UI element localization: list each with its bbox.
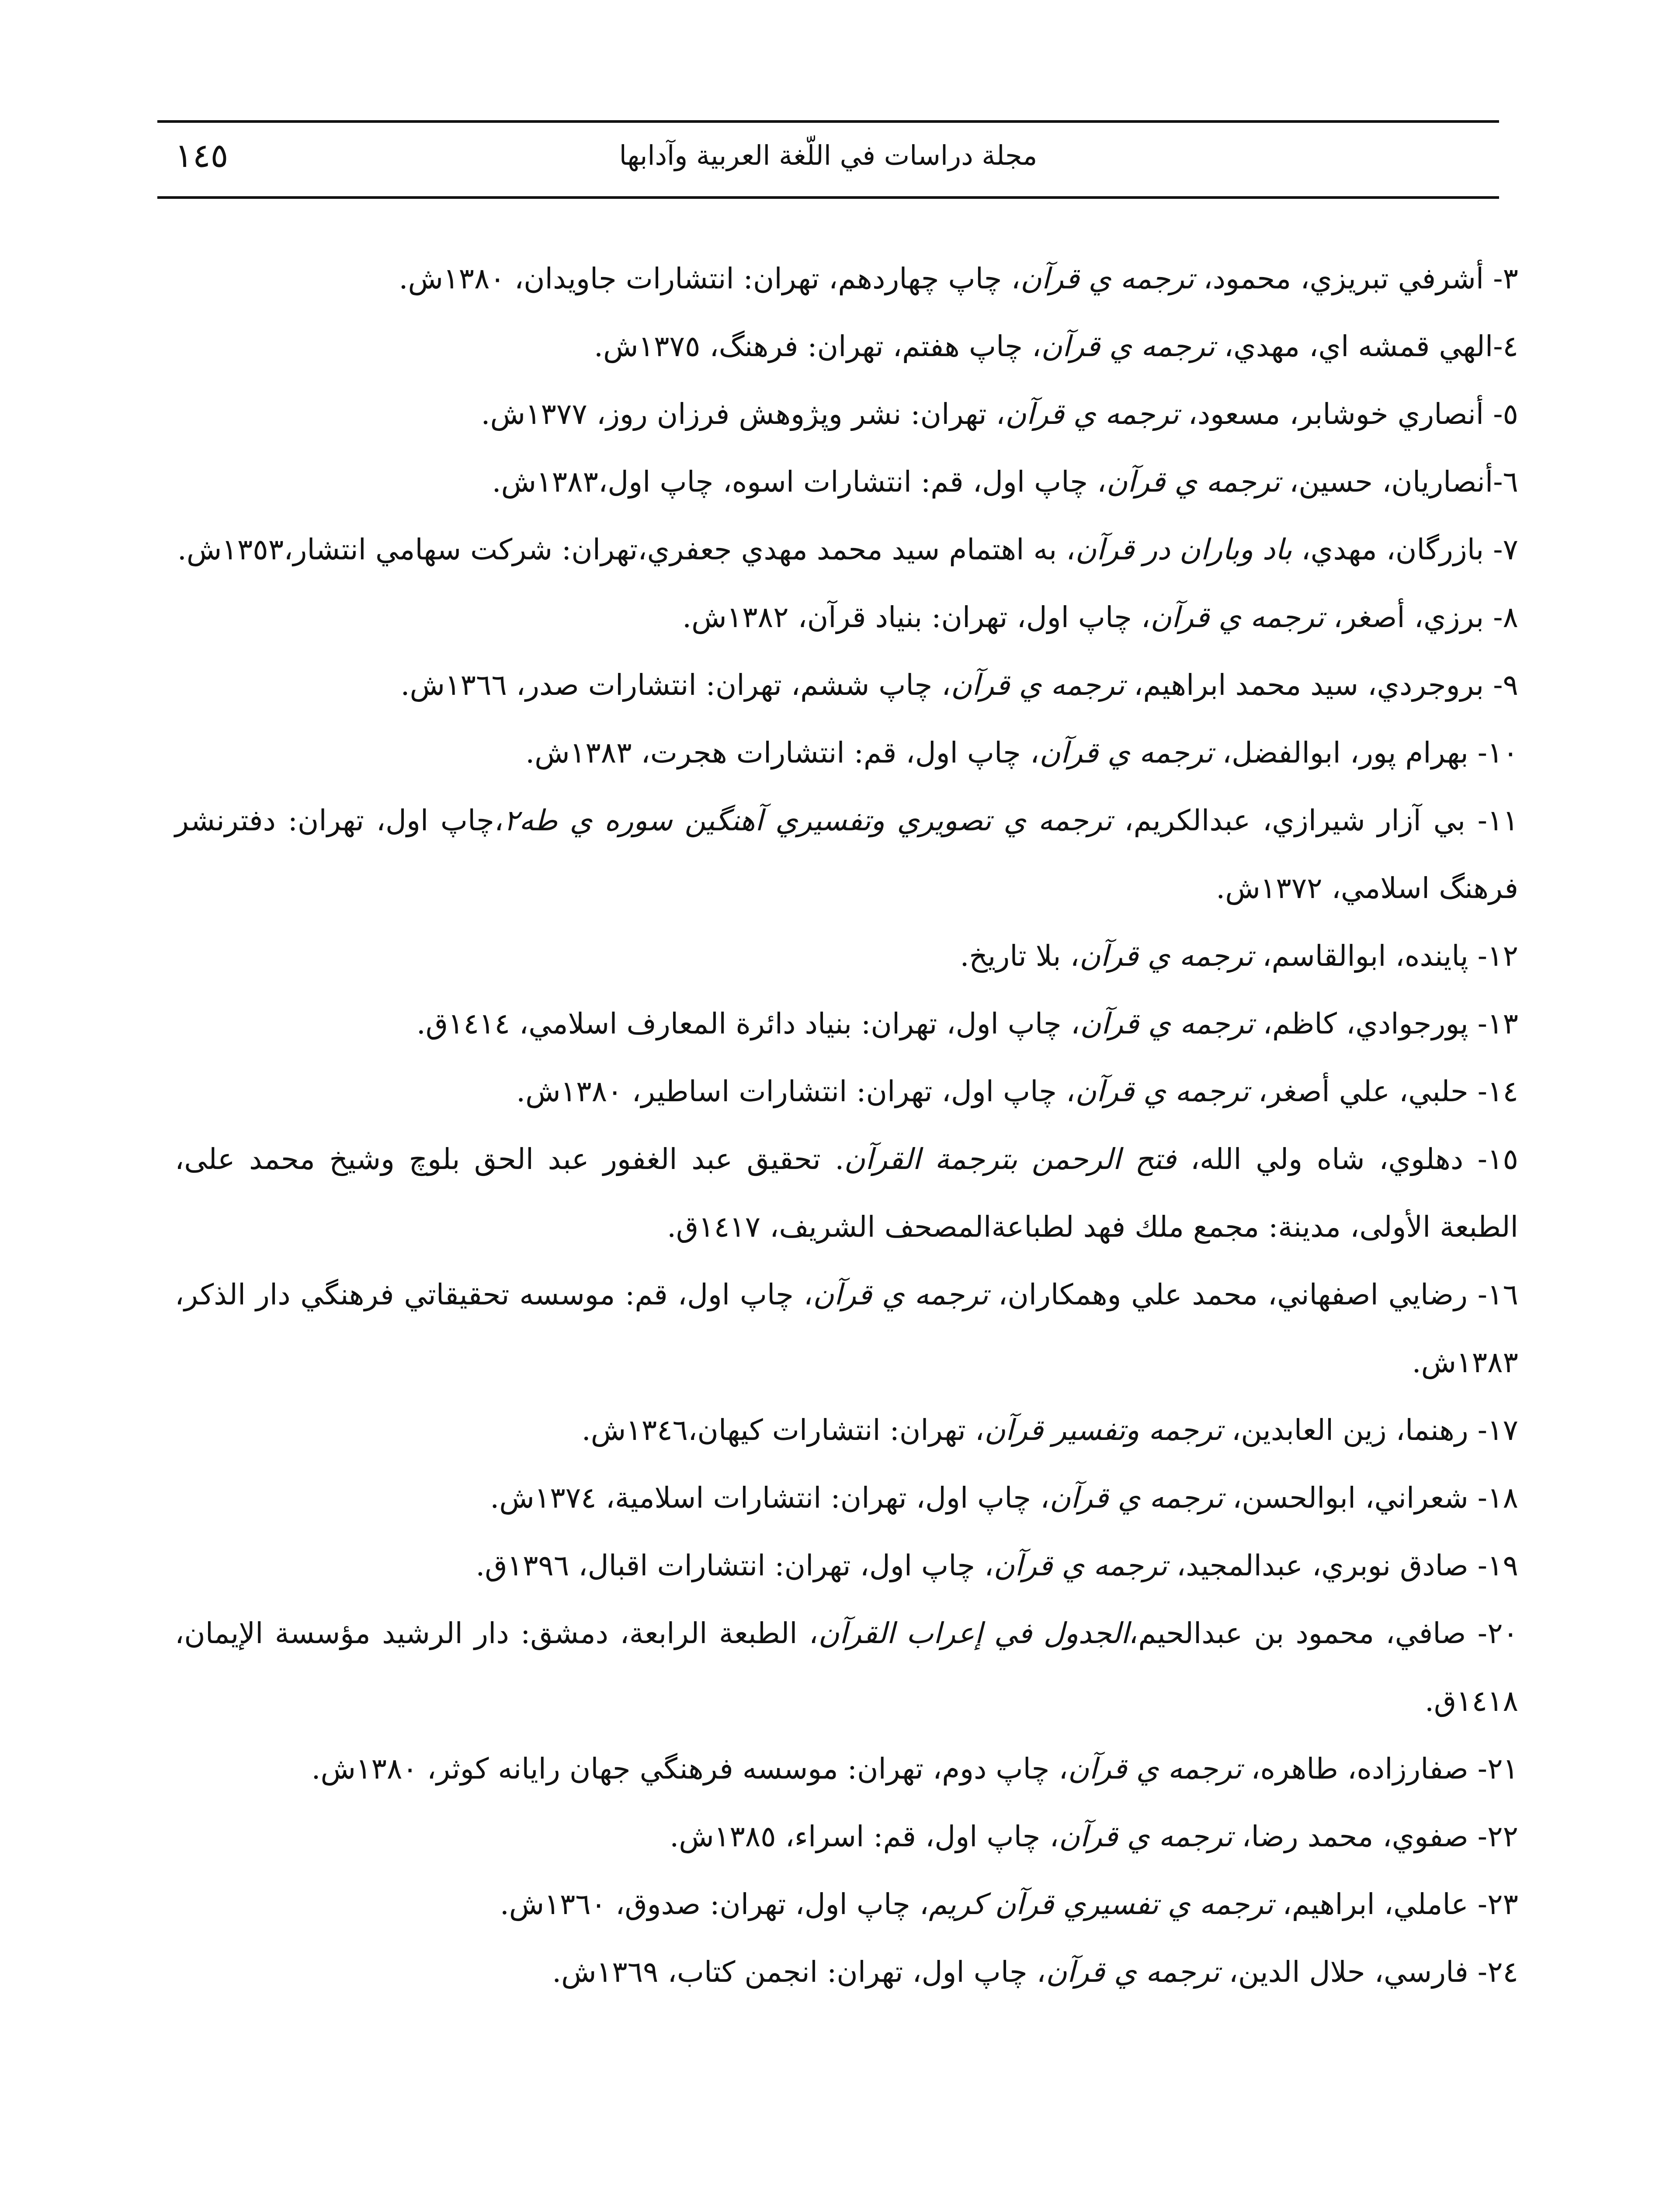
reference-item: ٩- بروجردي، سيد محمد ابراهيم، ترجمه ي قرآن، چاپ ششم، تهران: انتشارات صدر، ١٣٦٦ش. (400, 668, 1518, 702)
reference-item: ١٣- پورجوادي، كاظم، ترجمه ي قرآن، چاپ اول، تهران: بنياد دائرة المعارف اسلامي، ١٤١٤ق. (416, 1007, 1518, 1040)
reference-item: ٨- برزي، أصغر، ترجمه ي قرآن، چاپ اول، تهران: بنياد قرآن، ١٣٨٢ش. (682, 600, 1518, 634)
reference-item: ٢٤- فارسي، حلال الدين، ترجمه ي قرآن، چاپ اول، تهران: انجمن كتاب، ١٣٦٩ش. (552, 1955, 1518, 1989)
reference-item: ١٢- پاينده، ابوالقاسم، ترجمه ي قرآن، بلا تاريخ. (960, 939, 1518, 973)
reference-item: ١٦- رضايي اصفهاني، محمد علي وهمكاران، ترجمه ي قرآن، چاپ اول، قم: موسسه تحقيقاتي فرهنگي دار الذكر، ١٣٨٣ش. (175, 1278, 1518, 1379)
reference-item: ٢٠- صافي، محمود بن عبدالحيم،الجدول في إعراب القرآن، الطبعة الرابعة، دمشق: دار الرشيد مؤسسة الإيمان، ١٤١٨ق. (175, 1616, 1518, 1718)
journal-title: مجلة دراسات في اللّغة العربية وآدابها (619, 139, 1038, 171)
page-header (157, 120, 1499, 199)
reference-item: ١٨- شعراني، ابوالحسن، ترجمه ي قرآن، چاپ اول، تهران: انتشارات اسلامية، ١٣٧٤ش. (490, 1481, 1518, 1515)
reference-item: ٥- أنصاري خوشابر، مسعود، ترجمه ي قرآن، تهران: نشر وپژوهش فرزان روز، ١٣٧٧ش. (481, 397, 1518, 431)
reference-item: ١٩- صادق نوبري، عبدالمجيد، ترجمه ي قرآن، چاپ اول، تهران: انتشارات اقبال، ١٣٩٦ق. (476, 1549, 1518, 1582)
reference-item: ١٠- بهرام پور، ابوالفضل، ترجمه ي قرآن، چاپ اول، قم: انتشارات هجرت، ١٣٨٣ش. (525, 736, 1518, 770)
reference-item: ٢١- صفارزاده، طاهره، ترجمه ي قرآن، چاپ دوم، تهران: موسسه فرهنگي جهان رايانه كوثر، ١٣٨٠ش. (311, 1752, 1518, 1786)
page-number: ١٤٥ (175, 136, 229, 175)
reference-list (175, 245, 1518, 2006)
reference-item: ٦-أنصاريان، حسين، ترجمه ي قرآن، چاپ اول، قم: انتشارات اسوه، چاپ اول،١٣٨٣ش. (492, 465, 1518, 499)
reference-item: ٣- أشرفي تبريزي، محمود، ترجمه ي قرآن، چاپ چهاردهم، تهران: انتشارات جاويدان، ١٣٨٠ش. (399, 262, 1518, 295)
reference-item: ١٥- دهلوي، شاه ولي الله، فتح الرحمن بترجمة القرآن. تحقيق عبد الغفور عبد الحق بلوچ وشيخ محمد على، الطبعة الأولى، مدينة: مجمع ملك فهد لطباعةالمصحف الشريف، ١٤١٧ق. (175, 1142, 1519, 1244)
reference-item: ٧- بازرگان، مهدي، باد وباران در قرآن، به اهتمام سيد محمد مهدي جعفري،تهران: شركت سهامي انتشار،١٣٥٣ش. (177, 533, 1518, 566)
reference-item: ١٤- حلبي، علي أصغر، ترجمه ي قرآن، چاپ اول، تهران: انتشارات اساطير، ١٣٨٠ش. (516, 1075, 1518, 1108)
reference-item: ٢٣- عاملي، ابراهيم، ترجمه ي تفسيري قرآن كريم، چاپ اول، تهران: صدوق، ١٣٦٠ش. (500, 1887, 1518, 1921)
reference-item: ١١- بي آزار شيرازي، عبدالكريم، ترجمه ي تصويري وتفسيري آهنگين سوره ي طه٢،چاپ اول، تهران: دفترنشر فرهنگ اسلامي، ١٣٧٢ش. (175, 804, 1518, 905)
reference-item: ٢٢- صفوي، محمد رضا، ترجمه ي قرآن، چاپ اول، قم: اسراء، ١٣٨٥ش. (670, 1820, 1518, 1853)
reference-item: ٤-الهي قمشه اي، مهدي، ترجمه ي قرآن، چاپ هفتم، تهران: فرهنگ، ١٣٧٥ش. (594, 329, 1518, 363)
reference-item: ١٧- رهنما، زين العابدين، ترجمه وتفسير قرآن، تهران: انتشارات كيهان،١٣٤٦ش. (581, 1413, 1518, 1447)
